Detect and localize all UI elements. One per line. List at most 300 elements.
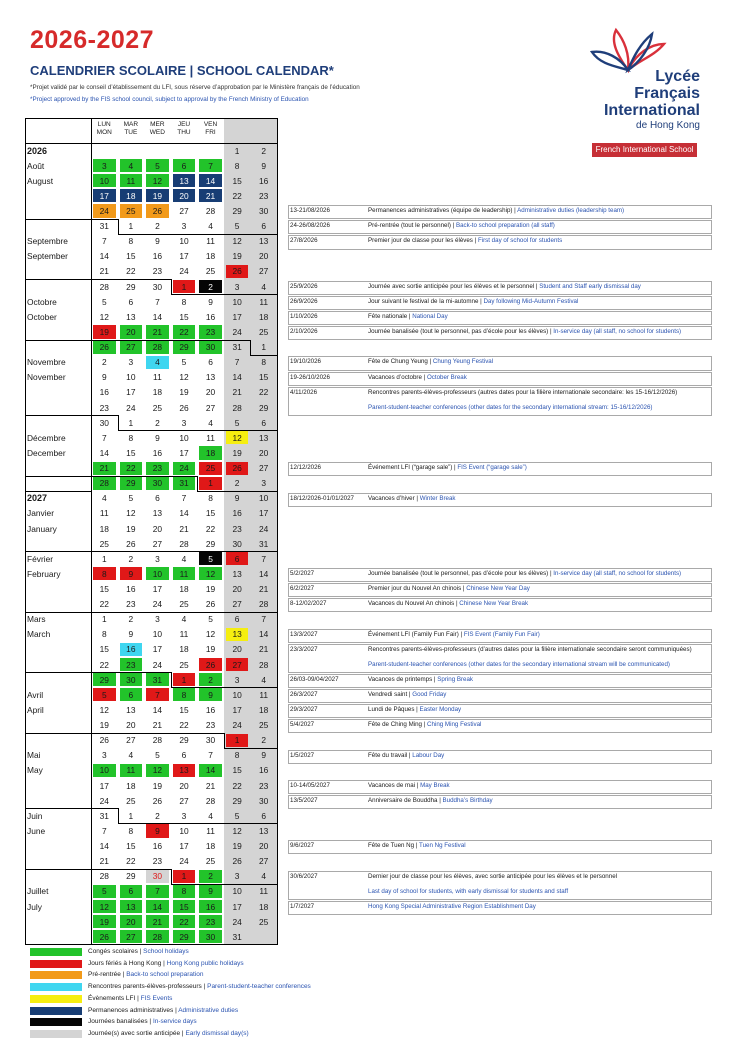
- month-label: January: [27, 523, 57, 534]
- day-cell: 30: [205, 735, 216, 746]
- day-cell: 13: [126, 311, 136, 322]
- day-cell: 8: [234, 160, 240, 171]
- day-cell: 5: [208, 614, 213, 625]
- day-cell: 21: [99, 266, 109, 277]
- day-cell: 8: [234, 750, 240, 761]
- day-cell: 2: [155, 221, 160, 232]
- day-cell: 4: [128, 160, 134, 171]
- day-cell: 15: [99, 644, 109, 655]
- event-text-en: Buddha’s Birthday: [442, 796, 493, 804]
- calendar-title: CALENDRIER SCOLAIRE | SCHOOL CALENDAR*: [30, 63, 334, 78]
- event-description: [368, 645, 692, 655]
- school-logo-text: [560, 68, 700, 132]
- month-label: February: [27, 568, 61, 579]
- month-divider: [25, 279, 171, 280]
- event-box: [288, 840, 712, 854]
- event-text-fr: Journée banalisée (tout le personnel, pas d’école pour les élèves) |: [368, 570, 554, 578]
- day-cell: 26: [205, 599, 216, 610]
- event-text-en: Chinese New Year Break: [459, 600, 529, 608]
- day-cell: 5: [101, 689, 107, 700]
- event-date: 26/9/2026: [290, 297, 318, 305]
- day-cell: 8: [181, 886, 187, 897]
- day-cell: 29: [179, 931, 189, 942]
- legend-label: [88, 947, 189, 957]
- day-cell: 15: [259, 372, 269, 383]
- day-cell: 14: [259, 629, 269, 640]
- day-cell: 10: [152, 629, 163, 640]
- legend-swatch: [30, 948, 82, 956]
- day-cell: 1: [261, 342, 267, 353]
- event-text-en: Good Friday: [412, 691, 447, 699]
- day-cell: 30: [152, 871, 163, 882]
- event-description: [368, 872, 617, 882]
- day-cell: 16: [99, 387, 109, 398]
- day-cell: 5: [208, 553, 213, 564]
- day-cell: 29: [179, 342, 189, 353]
- day-cell: 4: [181, 614, 187, 625]
- day-cell: 22: [179, 326, 189, 337]
- event-text-fr: Vacances de mai |: [368, 781, 421, 789]
- day-cell: 31: [179, 478, 189, 489]
- day-cell: 17: [126, 387, 136, 398]
- day-cell: 7: [101, 236, 107, 247]
- event-box: [288, 750, 712, 764]
- day-cell: 22: [179, 720, 189, 731]
- day-cell: 5: [155, 160, 160, 171]
- day-cell: 19: [99, 720, 109, 731]
- day-cell: 24: [179, 266, 189, 277]
- day-cell: 19: [152, 190, 163, 201]
- day-cell: 18: [205, 251, 216, 262]
- day-cell: 16: [259, 765, 269, 776]
- day-cell: 6: [181, 750, 187, 761]
- month-label: April: [27, 704, 44, 715]
- day-cell: 1: [208, 478, 213, 489]
- day-cell: 20: [259, 841, 269, 852]
- day-cell: 7: [155, 689, 160, 700]
- day-cell: 2: [208, 674, 213, 685]
- day-cell: 14: [99, 447, 109, 458]
- day-cell: 20: [152, 523, 163, 534]
- day-cell: 28: [99, 281, 109, 292]
- event-description: [368, 781, 450, 791]
- day-cell: 18: [179, 583, 189, 594]
- day-cell: 24: [152, 599, 163, 610]
- day-cell: 19: [232, 251, 242, 262]
- day-cell: 4: [261, 674, 267, 685]
- day-cell: 29: [232, 205, 242, 216]
- day-cell: 8: [261, 357, 267, 368]
- day-cell: 11: [206, 825, 215, 836]
- day-cell: 26: [126, 538, 136, 549]
- event-box: [288, 311, 712, 325]
- day-cell: 13: [259, 825, 269, 836]
- day-cell: 23: [205, 720, 216, 731]
- legend-label-fr: Évènements LFI |: [88, 994, 141, 1002]
- day-cell: 16: [259, 175, 269, 186]
- day-cell: 2: [261, 735, 267, 746]
- day-cell: 22: [126, 266, 136, 277]
- day-cell: 29: [126, 281, 136, 292]
- day-cell: 13: [205, 372, 216, 383]
- day-cell: 25: [259, 326, 269, 337]
- day-cell: 11: [179, 568, 189, 579]
- event-text-fr: Lundi de Pâques |: [368, 706, 420, 714]
- weekday-en: TUE: [124, 129, 138, 136]
- day-cell: 21: [152, 916, 163, 927]
- day-cell: 20: [259, 251, 269, 262]
- legend-label-en: Back-to school preparation: [126, 971, 204, 979]
- day-cell: 4: [208, 221, 213, 232]
- day-cell: 24: [232, 326, 242, 337]
- day-cell: 15: [179, 311, 189, 322]
- event-description: [368, 690, 446, 700]
- day-cell: 3: [181, 221, 187, 232]
- event-text-fr: Dernier jour de classe pour les élèves, avec sortie anticipée pour les élèves et le personnel: [368, 872, 618, 880]
- event-text-fr: Rencontres parents-élèves-professeurs (d’autres dates pour la filière internationale secondaire seront communiquées): [368, 645, 692, 653]
- day-cell: 8: [181, 296, 187, 307]
- day-cell: 27: [259, 463, 269, 474]
- day-cell: 5: [234, 810, 240, 821]
- day-cell: 20: [179, 190, 189, 201]
- event-text-fr: Permanences administratives (équipe de leadership) |: [368, 207, 518, 215]
- event-text-en: Labour Day: [412, 751, 445, 759]
- event-text-en: Student and Staff early dismissal day: [539, 282, 641, 290]
- day-cell: 11: [179, 629, 189, 640]
- event-text-en: Easter Monday: [419, 706, 462, 714]
- event-description: [368, 720, 481, 730]
- day-cell: 30: [232, 538, 242, 549]
- month-label: August: [27, 175, 54, 186]
- event-date: 4/11/2026: [290, 388, 318, 396]
- month-label: Avril: [27, 689, 44, 700]
- day-cell: 26: [232, 266, 242, 277]
- day-cell: 13: [152, 508, 163, 519]
- day-cell: 25: [179, 659, 189, 670]
- day-cell: 26: [232, 856, 242, 867]
- month-divider: [250, 355, 277, 356]
- day-cell: 15: [99, 583, 109, 594]
- event-box: [288, 356, 712, 370]
- day-cell: 14: [152, 901, 163, 912]
- day-cell: 5: [101, 296, 107, 307]
- day-cell: 27: [152, 538, 163, 549]
- event-description: [368, 327, 681, 337]
- month-label: Décembre: [27, 432, 66, 443]
- day-cell: 7: [261, 553, 267, 564]
- day-cell: 19: [179, 387, 189, 398]
- day-cell: 3: [101, 160, 107, 171]
- day-cell: 3: [234, 674, 240, 685]
- day-cell: 29: [259, 402, 269, 413]
- day-cell: 26: [179, 402, 189, 413]
- weekday-header-cell: [197, 121, 224, 137]
- event-description: [368, 887, 568, 897]
- day-cell: 23: [152, 266, 163, 277]
- day-cell: 29: [99, 674, 109, 685]
- event-date: 1/7/2027: [290, 902, 315, 910]
- day-cell: 19: [99, 326, 109, 337]
- month-label: Janvier: [27, 508, 54, 519]
- day-cell: 22: [205, 523, 216, 534]
- day-cell: 2: [155, 810, 160, 821]
- day-cell: 19: [126, 523, 136, 534]
- day-cell: 2: [128, 553, 134, 564]
- weekday-fr: MAR: [123, 121, 139, 128]
- event-date: 2/10/2026: [290, 328, 318, 336]
- event-text-fr: Rencontres parents-élèves-professeurs (autres dates pour la filière internationale secondaire: les 15-16/12/2026): [368, 388, 678, 396]
- day-cell: 31: [99, 221, 109, 232]
- day-cell: 12: [232, 432, 242, 443]
- day-cell: 16: [126, 644, 136, 655]
- event-date: 27/8/2026: [290, 237, 318, 245]
- day-cell: 17: [232, 901, 242, 912]
- day-cell: 28: [99, 871, 109, 882]
- day-cell: 27: [232, 599, 242, 610]
- day-cell: 24: [232, 720, 242, 731]
- day-cell: 9: [261, 750, 267, 761]
- day-cell: 15: [232, 765, 242, 776]
- legend-label: [88, 994, 172, 1004]
- day-cell: 28: [152, 735, 163, 746]
- day-cell: 20: [179, 780, 189, 791]
- event-description: [368, 388, 677, 398]
- month-divider: [171, 294, 277, 295]
- day-cell: 30: [152, 478, 163, 489]
- approval-note-fr: *Projet validé par le conseil d’établissement du LFI, sous réserve d’approbation par le Ministère français de l’éducation: [30, 84, 360, 91]
- day-cell: 9: [128, 629, 134, 640]
- legend-swatch: [30, 1018, 82, 1026]
- day-cell: 5: [234, 417, 240, 428]
- event-description: [368, 675, 473, 685]
- day-cell: 17: [152, 583, 163, 594]
- day-cell: 9: [155, 236, 160, 247]
- day-cell: 24: [99, 795, 109, 806]
- day-cell: 19: [232, 447, 242, 458]
- event-date: 5/2/2027: [290, 570, 315, 578]
- day-cell: 27: [126, 342, 136, 353]
- event-date: 8-12/02/2027: [290, 600, 327, 608]
- event-box: [288, 719, 712, 733]
- day-cell: 21: [179, 523, 189, 534]
- event-date: 6/2/2027: [290, 585, 315, 593]
- event-text-en: Winter Break: [419, 494, 456, 502]
- day-cell: 28: [152, 931, 163, 942]
- day-cell: 24: [152, 659, 163, 670]
- day-cell: 30: [205, 931, 216, 942]
- day-cell: 7: [234, 357, 240, 368]
- legend-label: [88, 959, 244, 969]
- event-text-fr: Vacances d’hiver |: [368, 494, 420, 502]
- approval-note-en: *Project approved by the FIS school council, subject to approval by the French Ministry of Education: [30, 96, 309, 103]
- day-cell: 11: [126, 765, 136, 776]
- day-cell: 3: [181, 810, 187, 821]
- event-description: [368, 494, 455, 504]
- legend-swatch: [30, 995, 82, 1003]
- event-description: [368, 705, 461, 715]
- day-cell: 21: [259, 644, 269, 655]
- day-cell: 15: [205, 508, 216, 519]
- event-description: [368, 599, 528, 609]
- day-cell: 22: [232, 190, 242, 201]
- month-divider: [25, 808, 118, 809]
- day-cell: 13: [259, 432, 269, 443]
- event-description: [368, 751, 444, 761]
- day-cell: 20: [232, 583, 242, 594]
- month-label: October: [27, 311, 57, 322]
- legend-label-en: Hong Kong public holidays: [166, 959, 244, 967]
- day-cell: 14: [205, 175, 216, 186]
- weekday-en: WED: [149, 129, 165, 136]
- day-cell: 22: [259, 387, 269, 398]
- weekday-en: THU: [177, 129, 191, 136]
- legend-label: [88, 982, 311, 992]
- day-cell: 21: [152, 326, 163, 337]
- day-cell: 25: [179, 599, 189, 610]
- event-date: 1/10/2026: [290, 313, 318, 321]
- month-label: December: [27, 447, 66, 458]
- day-cell: 18: [126, 780, 136, 791]
- day-cell: 19: [205, 583, 216, 594]
- day-cell: 28: [232, 402, 242, 413]
- day-cell: 18: [259, 901, 269, 912]
- month-label: Mars: [27, 614, 46, 625]
- school-badge: French International School: [592, 143, 697, 157]
- calendar-border: [25, 118, 277, 119]
- day-cell: 6: [128, 886, 134, 897]
- day-cell: 26: [232, 463, 242, 474]
- day-cell: 27: [205, 402, 216, 413]
- day-cell: 8: [181, 689, 187, 700]
- day-cell: 23: [152, 463, 163, 474]
- day-cell: 1: [101, 553, 107, 564]
- day-cell: 12: [99, 704, 109, 715]
- day-cell: 28: [152, 342, 163, 353]
- event-text-en: First day of school for students: [477, 237, 563, 245]
- event-description: [368, 569, 681, 579]
- day-cell: 5: [234, 221, 240, 232]
- month-label: June: [27, 825, 46, 836]
- day-cell: 10: [179, 236, 189, 247]
- event-text-fr: Fête de Tuen Ng |: [368, 842, 420, 850]
- event-description: [368, 297, 578, 307]
- day-cell: 27: [179, 795, 189, 806]
- day-cell: 10: [152, 568, 163, 579]
- day-cell: 8: [128, 825, 134, 836]
- day-cell: 10: [232, 689, 242, 700]
- event-box: [288, 704, 712, 718]
- event-date: 23/3/2027: [290, 645, 318, 653]
- event-date: 19-26/10/2026: [290, 373, 330, 381]
- day-cell: 14: [232, 372, 242, 383]
- day-cell: 11: [126, 175, 136, 186]
- day-cell: 11: [206, 236, 215, 247]
- day-cell: 22: [179, 916, 189, 927]
- day-cell: 15: [179, 704, 189, 715]
- day-cell: 8: [208, 493, 213, 504]
- day-cell: 29: [232, 795, 242, 806]
- day-cell: 6: [234, 614, 240, 625]
- day-cell: 4: [208, 417, 213, 428]
- day-cell: 1: [234, 145, 240, 156]
- day-cell: 7: [208, 750, 213, 761]
- logo-line-3: International: [603, 102, 700, 119]
- label-column-divider: [91, 118, 92, 944]
- day-cell: 22: [126, 856, 136, 867]
- legend-label-fr: Pré-rentrée |: [88, 971, 127, 979]
- day-cell: 18: [152, 387, 163, 398]
- day-cell: 23: [232, 523, 242, 534]
- day-cell: 7: [155, 886, 160, 897]
- event-box: [288, 689, 712, 703]
- weekday-fr: MER: [150, 121, 165, 128]
- legend-label-fr: Rencontres parents-élèves-professeurs |: [88, 983, 208, 991]
- day-cell: 5: [155, 750, 160, 761]
- month-label: July: [27, 901, 42, 912]
- day-cell: 24: [259, 523, 269, 534]
- day-cell: 27: [126, 931, 136, 942]
- day-cell: 26: [99, 931, 109, 942]
- day-cell: 2: [208, 871, 213, 882]
- legend-label-fr: Permanences administratives |: [88, 1006, 179, 1014]
- day-cell: 25: [152, 402, 163, 413]
- event-text-fr: Jour suivant le festival de la mi-automne |: [368, 297, 484, 305]
- day-cell: 18: [179, 644, 189, 655]
- day-cell: 5: [101, 886, 107, 897]
- event-box: [288, 780, 712, 794]
- event-text-en: Back-to school preparation (all staff): [455, 222, 555, 230]
- legend-swatch: [30, 1007, 82, 1015]
- day-cell: 7: [155, 296, 160, 307]
- event-date: 1/5/2027: [290, 751, 315, 759]
- legend-swatch: [30, 1030, 82, 1038]
- legend-label-en: In-service days: [152, 1018, 197, 1026]
- event-date: 25/9/2026: [290, 282, 318, 290]
- day-cell: 21: [259, 583, 269, 594]
- day-cell: 12: [99, 311, 109, 322]
- day-cell: 24: [179, 856, 189, 867]
- event-text-en: Chinese New Year Day: [466, 585, 530, 593]
- day-cell: 25: [259, 720, 269, 731]
- legend-label-en: Administrative duties: [178, 1006, 239, 1014]
- day-cell: 2: [234, 478, 240, 489]
- event-date: 5/4/2027: [290, 721, 315, 729]
- day-cell: 23: [126, 599, 136, 610]
- day-cell: 8: [101, 568, 107, 579]
- day-cell: 21: [99, 463, 109, 474]
- day-cell: 21: [99, 856, 109, 867]
- day-cell: 1: [181, 871, 187, 882]
- day-cell: 16: [205, 311, 216, 322]
- day-cell: 11: [259, 886, 269, 897]
- day-cell: 14: [259, 568, 269, 579]
- month-divider: [171, 869, 172, 884]
- day-cell: 25: [99, 538, 109, 549]
- month-divider: [250, 340, 251, 355]
- day-cell: 12: [232, 825, 242, 836]
- month-divider: [171, 884, 277, 885]
- weekday-en: MON: [96, 129, 112, 136]
- day-cell: 14: [152, 311, 163, 322]
- day-cell: 20: [232, 644, 242, 655]
- day-cell: 17: [232, 704, 242, 715]
- day-cell: 23: [126, 659, 136, 670]
- day-cell: 13: [126, 901, 136, 912]
- day-cell: 16: [152, 251, 163, 262]
- month-divider: [171, 672, 172, 687]
- day-cell: 14: [205, 765, 216, 776]
- event-text-fr: Fête de Chung Yeung |: [368, 358, 433, 366]
